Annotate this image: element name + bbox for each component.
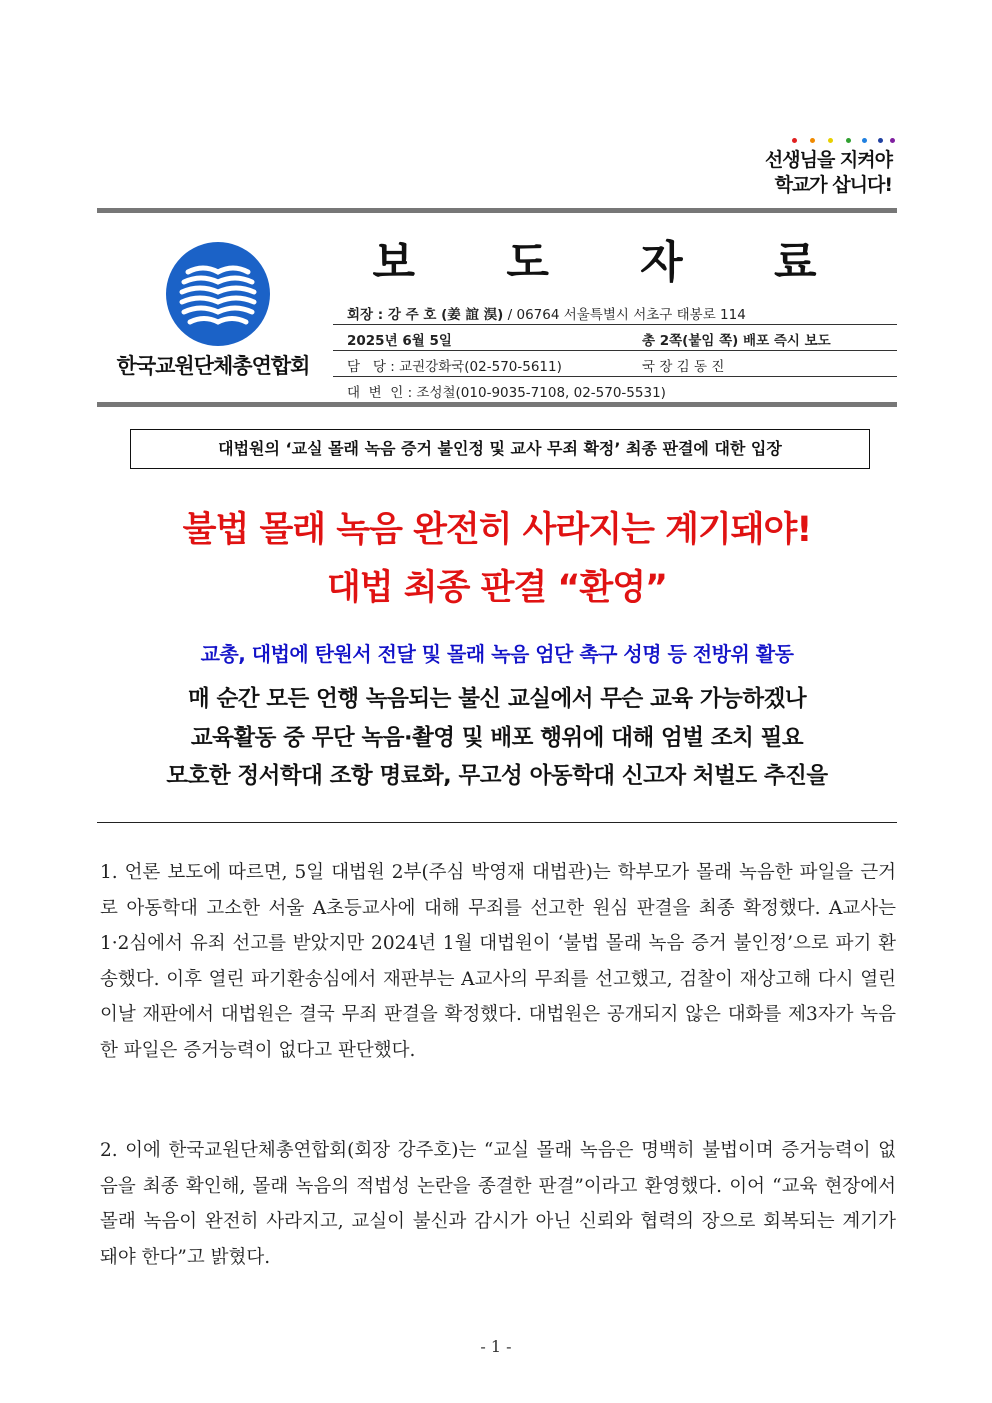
spokesperson-line: [347, 381, 666, 401]
headline-line-2: 대법 최종 판결 “환영”: [326, 568, 668, 608]
header-top-rule: [97, 208, 897, 213]
slogan-line-2: 학교가 삽니다!: [774, 174, 892, 196]
director-name: 국 장 김 동 진: [642, 359, 725, 375]
page-title: 보 도 자 료: [372, 237, 855, 288]
president-line: [347, 303, 746, 323]
organization-name: 한국교원단체총연합회: [116, 354, 310, 378]
kfta-logo-icon: [166, 242, 270, 346]
pages-release-line: [642, 329, 831, 349]
date-line: [347, 329, 452, 349]
header-rule-1: [333, 324, 897, 325]
release-date: 2025년 6월 5일: [347, 333, 452, 349]
subhead-line-3: 모호한 정서학대 조항 명료화, 무고성 아동학대 신고자 처벌도 추진을: [166, 763, 828, 789]
address: / 06764 서울특별시 서초구 태봉로 114: [507, 307, 746, 323]
rainbow-dots-icon: [752, 134, 892, 148]
header-bottom-rule: [97, 402, 897, 407]
contact-line: [347, 355, 562, 375]
president-label: 회장 : 강 주 호 (姜 誼 淏): [347, 307, 504, 323]
slogan: [752, 134, 892, 198]
subhead-line-2: 교육활동 중 무단 녹음·촬영 및 배포 행위에 대해 엄벌 조치 필요: [190, 725, 804, 751]
body-paragraph-1: 1. 언론 보도에 따르면, 5일 대법원 2부(주심 박영재 대법관)는 학부모가 몰래 녹음한 파일을 근거로 아동학대 고소한 서울 A초등교사에 대해 무죄를 선고한 원심 판결을 최종 확정했다. A교사는 1·2심에서 유죄 선고를 받았지만 2024년 1월 대법원이 ‘불법 몰래 녹음 증거 불인정’으로 파기 환송했다. 이후 열린 파기환송심에서 재판부는 A교사의 무죄를 선고했고, 검찰이 재상고해 다시 열린 이날 재판에서 대법원은 결국 무죄 판결을 확정했다. 대법원은 공개되지 않은 대화를 제3자가 녹음한 파일은 증거능력이 없다고 판단했다.: [100, 862, 896, 1061]
header-rule-3: [333, 376, 897, 377]
page-number: - 1 -: [480, 1337, 512, 1356]
subhead-blue: 교총, 대법에 탄원서 전달 및 몰래 녹음 엄단 촉구 성명 등 전방위 활동: [200, 642, 794, 666]
slogan-line-1: 선생님을 지켜야: [764, 149, 892, 171]
headline-line-1: 불법 몰래 녹음 완전히 사라지는 계기돼야!: [182, 510, 812, 550]
header-rule-2: [333, 350, 897, 351]
subhead-line-1: 매 순간 모든 언행 녹음되는 불신 교실에서 무슨 교육 가능하겠나: [187, 686, 807, 712]
body-paragraph-2: 2. 이에 한국교원단체총연합회(회장 강주호)는 “교실 몰래 녹음은 명백히 불법이며 증거능력이 없음을 최종 확인해, 몰래 녹음의 적법성 논란을 종결한 판결”이라고 환영했다. 이어 “교육 현장에서 몰래 녹음이 완전히 사라지고, 교실이 불신과 감시가 아닌 신뢰와 협력의 장으로 회복되는 계기가 돼야 한다”고 밝혔다.: [100, 1140, 896, 1268]
pages-release: 총 2쪽(붙임 쪽) 배포 즉시 보도: [642, 333, 831, 349]
section-divider: [97, 822, 897, 823]
topic-box: 대법원의 ‘교실 몰래 녹음 증거 불인정 및 교사 무죄 확정’ 최종 판결에 대한 입장: [130, 429, 870, 469]
director-line: [642, 355, 724, 375]
contact-info: 담 당 : 교권강화국(02-570-5611): [347, 359, 562, 375]
spokesperson-info: 대 변 인 : 조성철(010-9035-7108, 02-570-5531): [347, 385, 666, 401]
